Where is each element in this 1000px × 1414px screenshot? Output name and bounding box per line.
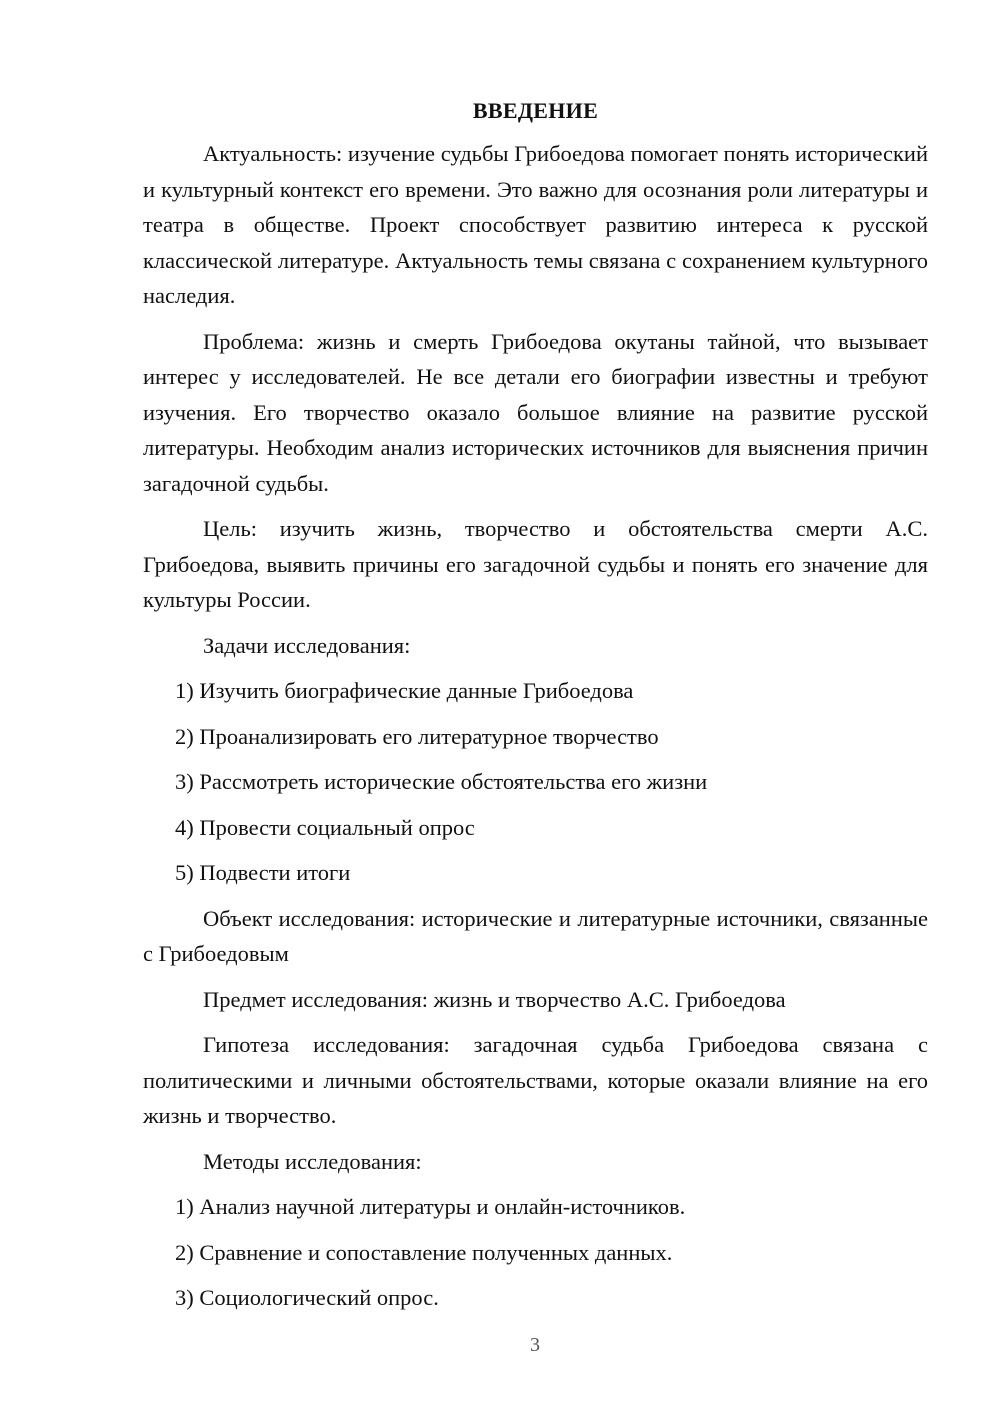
- hypothesis-paragraph: Гипотеза исследования: загадочная судьба Грибоедова связана с политическими и личными обстоятельствами, которые оказали влияние на его жизнь и творчество.: [143, 1032, 928, 1128]
- list-item: 1) Изучить биографические данные Грибоедова: [175, 678, 634, 703]
- tasks-list: [143, 673, 928, 891]
- list-item: 5) Подвести итоги: [175, 860, 351, 885]
- list-item: 2) Проанализировать его литературное творчество: [175, 723, 659, 749]
- tasks-heading: Задачи исследования:: [203, 632, 411, 658]
- methods-list: [143, 1189, 928, 1316]
- list-item: 2) Сравнение и сопоставление полученных данных.: [175, 1239, 673, 1265]
- page-content: [143, 96, 928, 1326]
- list-item: 4) Провести социальный опрос: [175, 814, 475, 840]
- list-item: 1) Анализ научной литературы и онлайн-источников.: [175, 1194, 686, 1219]
- goal-paragraph: Цель: изучить жизнь, творчество и обстоятельства смерти А.С. Грибоедова, выявить причины его загадочной судьбы и понять его значение для культуры России.: [143, 516, 928, 612]
- relevance-paragraph: Актуальность: изучение судьбы Грибоедова помогает понять исторический и культурный контекст его времени. Это важно для осознания роли литературы и театра в обществе. Проект способствует развитию интереса к русской классической литературе. Актуальность темы связана с сохранением культурного наследия.: [143, 141, 928, 308]
- page-title: ВВЕДЕНИЕ: [472, 98, 599, 123]
- object-paragraph: Объект исследования: исторические и литературные источники, связанные с Грибоедовым: [143, 905, 928, 966]
- list-item: 3) Рассмотреть исторические обстоятельства его жизни: [175, 769, 708, 794]
- problem-paragraph: Проблема: жизнь и смерть Грибоедова окутаны тайной, что вызывает интерес у исследователей. Не все детали его биографии известны и требуют изучения. Его творчество оказало большое влияние на развитие русской литературы. Необходим анализ исторических источников для выяснения причин загадочной судьбы.: [143, 328, 928, 496]
- list-item: 3) Социологический опрос.: [175, 1285, 439, 1310]
- subject-paragraph: Предмет исследования: жизнь и творчество А.С. Грибоедова: [203, 986, 786, 1012]
- page-number: 3: [530, 1334, 540, 1356]
- methods-heading: Методы исследования:: [203, 1148, 422, 1174]
